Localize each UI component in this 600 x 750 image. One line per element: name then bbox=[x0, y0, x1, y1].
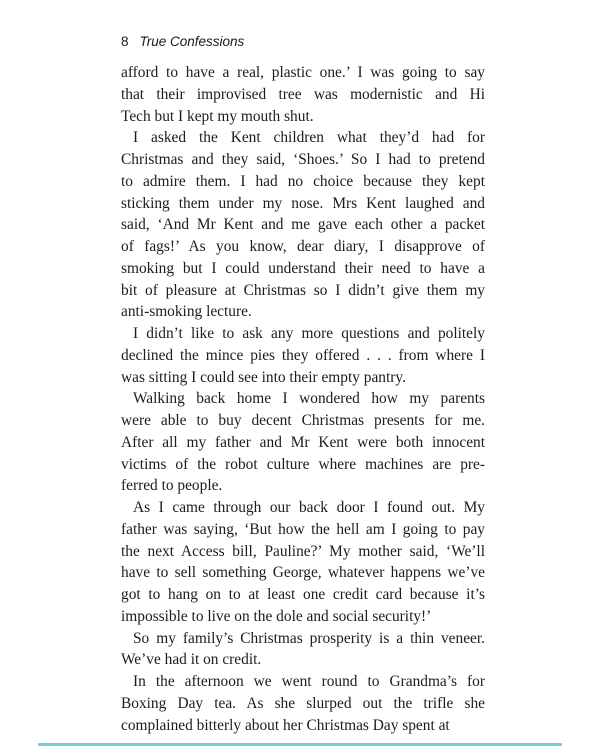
text-line: So my family’s Christmas prosperity is a thin veneer. bbox=[133, 629, 485, 647]
text-line: to admire them. I had no choice because they kept bbox=[121, 172, 485, 190]
text-line: victims of the robot culture where machines are pre- bbox=[121, 455, 485, 473]
text-line: afford to have a real, plastic one.’ I was going to say bbox=[121, 64, 485, 81]
paragraph bbox=[121, 497, 485, 628]
text-line: that their improvised tree was modernistic and Hi bbox=[121, 85, 485, 103]
paragraph bbox=[121, 62, 485, 127]
text-line: of fags!’ As you know, dear diary, I disapprove of bbox=[121, 238, 485, 255]
text-line: have to sell something George, whatever happens we’ve bbox=[121, 564, 485, 582]
paragraph bbox=[121, 628, 485, 672]
text-line: Tech but I kept my mouth shut. bbox=[121, 107, 314, 125]
paragraph bbox=[121, 323, 485, 388]
text-line: As I came through our back door I found out. My bbox=[133, 499, 485, 516]
text-line: the next Access bill, Pauline?’ My mother said, ‘We’ll bbox=[121, 542, 485, 560]
text-line: anti-smoking lecture. bbox=[121, 303, 252, 321]
text-line: Walking back home I wondered how my parents bbox=[133, 390, 485, 408]
text-line: After all my father and Mr Kent were both innocent bbox=[121, 433, 485, 451]
text-line: Christmas and they said, ‘Shoes.’ So I had to pretend bbox=[121, 151, 485, 168]
paragraph bbox=[121, 127, 485, 323]
text-line: was sitting I could see into their empty pantry. bbox=[121, 368, 406, 386]
paragraph bbox=[121, 388, 485, 497]
body-text bbox=[121, 62, 485, 736]
running-head bbox=[121, 34, 244, 54]
text-line: said, ‘And Mr Kent and me gave each other a packet bbox=[121, 216, 485, 234]
text-line: smoking but I could understand their need to have a bbox=[121, 259, 485, 277]
text-line: complained bitterly about her Christmas Day spent at bbox=[121, 716, 450, 734]
paragraph bbox=[121, 671, 485, 736]
running-title: True Confessions bbox=[139, 34, 245, 49]
text-line: In the afternoon we went round to Grandma’s for bbox=[133, 673, 485, 690]
text-line: got to hang on to at least one credit card because it’s bbox=[121, 586, 485, 603]
text-line: declined the mince pies they offered . . . from where I bbox=[121, 346, 485, 364]
text-line: I asked the Kent children what they’d had for bbox=[133, 129, 485, 147]
page-number: 8 bbox=[121, 34, 129, 49]
text-line: bit of pleasure at Christmas so I didn’t give them my bbox=[121, 281, 485, 299]
text-line: ferred to people. bbox=[121, 477, 223, 495]
text-line: sticking them under my nose. Mrs Kent laughed and bbox=[121, 194, 485, 212]
text-line: I didn’t like to ask any more questions and politely bbox=[133, 325, 485, 342]
text-line: Boxing Day tea. As she slurped out the trifle she bbox=[121, 694, 485, 712]
bottom-rule bbox=[38, 743, 562, 746]
text-line: were able to buy decent Christmas presents for me. bbox=[121, 412, 485, 429]
text-line: father was saying, ‘But how the hell am I going to pay bbox=[121, 520, 485, 538]
text-line: We’ve had it on credit. bbox=[121, 651, 262, 669]
text-line: impossible to live on the dole and social security!’ bbox=[121, 607, 432, 625]
